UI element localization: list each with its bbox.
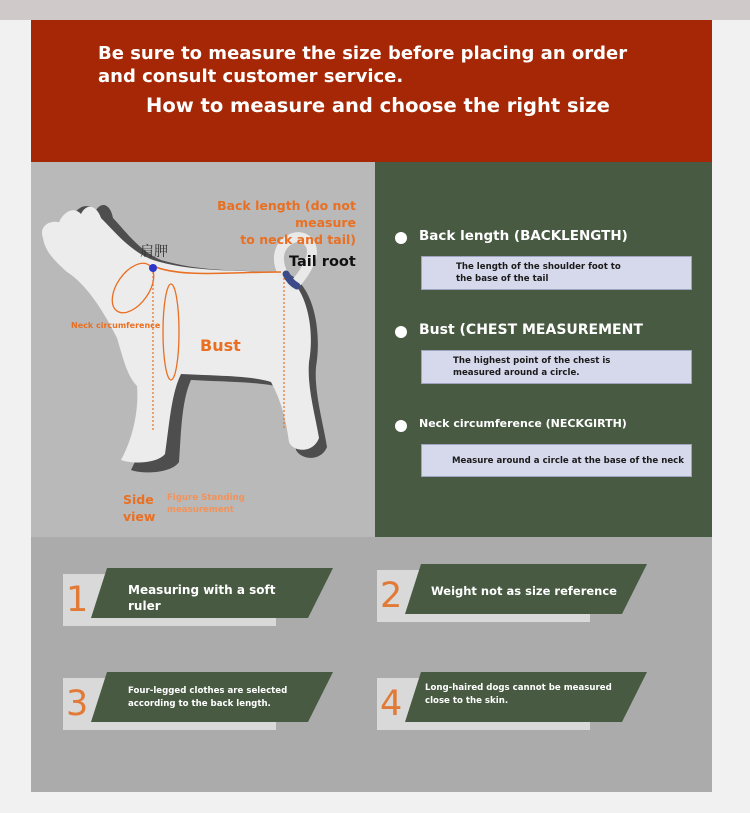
tip-number: 4 (380, 684, 403, 724)
tip-text: Four-legged clothes are selected according to the back length. (128, 686, 288, 709)
bullet-icon (395, 232, 407, 244)
tip-number: 1 (66, 580, 89, 620)
tip-text: Measuring with a soft ruler (128, 583, 276, 613)
shoulder-dot (149, 264, 157, 272)
tip-card-3 (63, 672, 333, 732)
page-title: How to measure and choose the right size (146, 94, 610, 117)
tip-number: 2 (380, 576, 403, 616)
bust-title: Bust (CHEST MEASUREMENT (419, 322, 643, 338)
back-length-description: The length of the shoulder foot to the base of the tail (421, 256, 692, 290)
bullet-icon (395, 420, 407, 432)
tip-text: Long-haired dogs cannot be measured close to the skin. (425, 683, 612, 706)
tip-number: 3 (66, 684, 89, 724)
tip-text: Weight not as size reference (431, 584, 617, 598)
bust-label: Bust (200, 336, 241, 355)
back-length-title: Back length (BACKLENGTH) (419, 228, 628, 244)
side-view-label: Side view (123, 492, 156, 524)
bullet-icon (395, 326, 407, 338)
shoulder-label: 肩胛 (140, 244, 168, 260)
tail-root-label: Tail root (289, 254, 356, 270)
tip-card-4 (377, 672, 647, 732)
neck-circumference-description: Measure around a circle at the base of the neck (421, 444, 692, 477)
tip-card-1 (63, 568, 333, 628)
figure-standing-label: Figure Standing measurement (167, 493, 245, 515)
bust-description: The highest point of the chest is measured around a circle. (421, 350, 692, 384)
order-notice: Be sure to measure the size before placing an order and consult customer service. (98, 43, 628, 87)
tip-card-2 (377, 564, 647, 624)
neck-circumference-title: Neck circumference (NECKGIRTH) (419, 417, 627, 430)
top-strip (0, 0, 750, 20)
back-length-label: Back length (do not measure to neck and tail) (217, 198, 356, 247)
neck-circumference-label: Neck circumference (71, 321, 161, 330)
